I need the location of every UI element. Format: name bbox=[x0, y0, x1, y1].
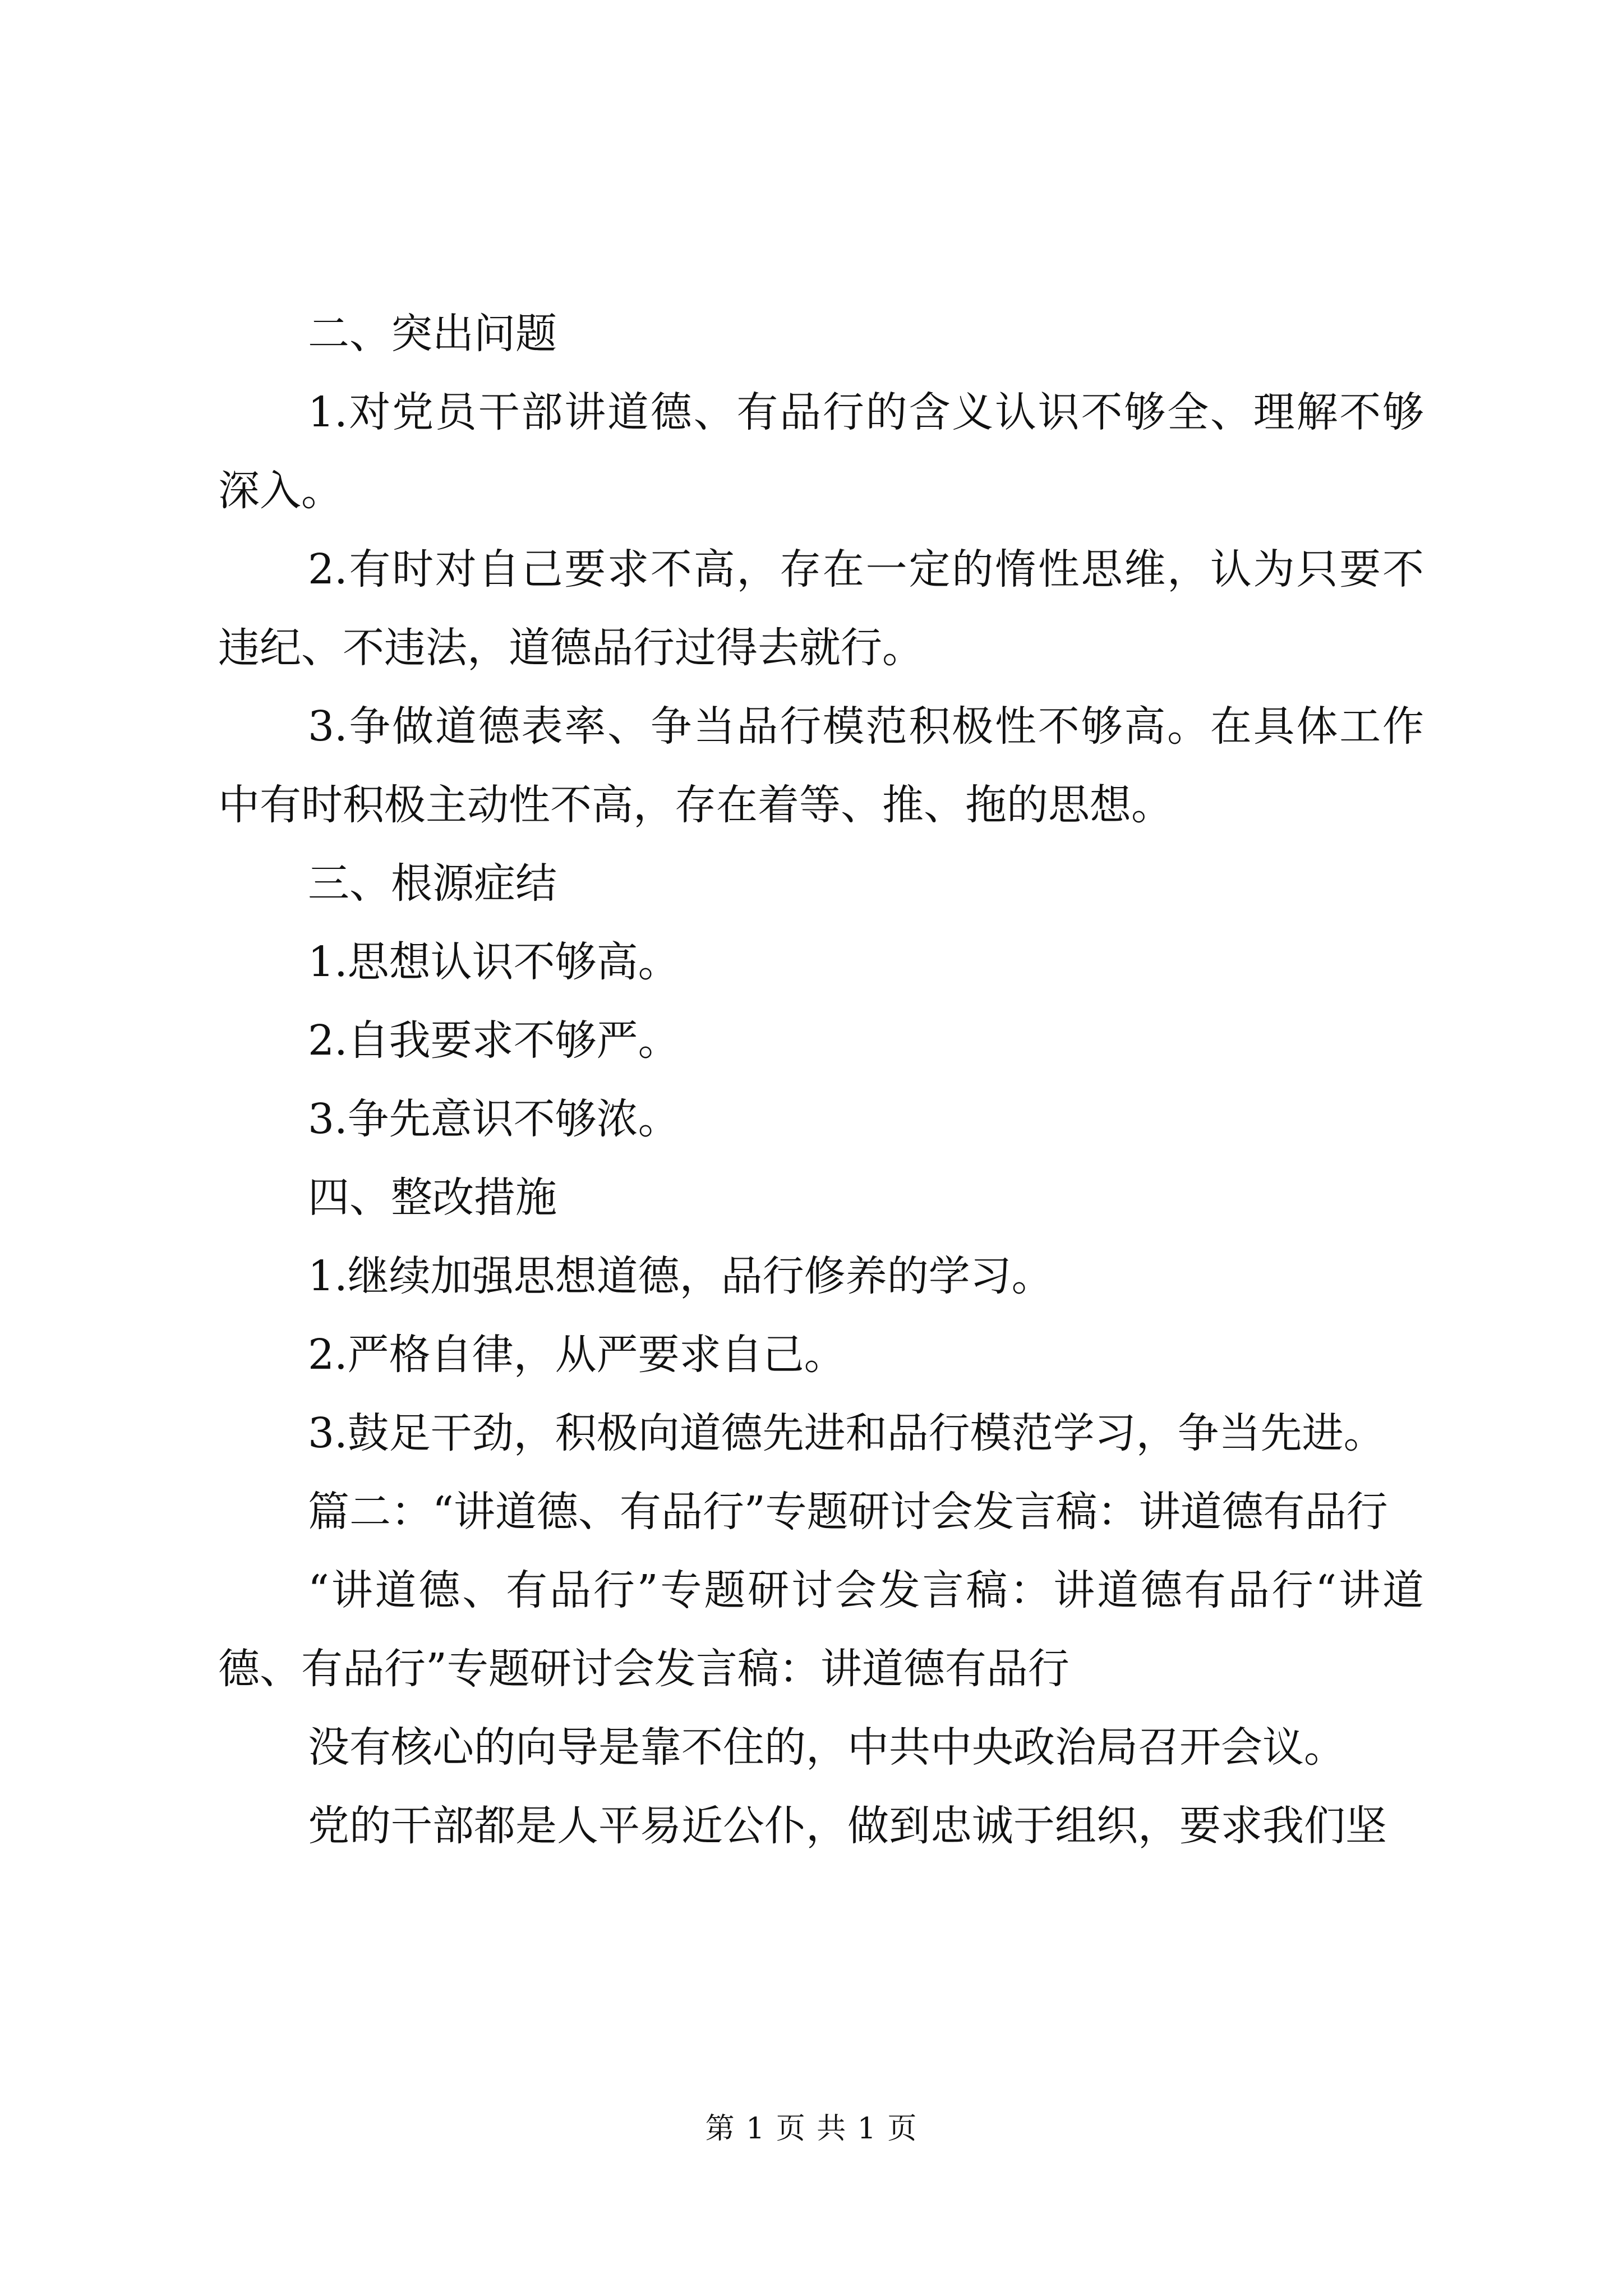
paragraph: “讲道德、有品行”专题研讨会发言稿：讲道德有品行“讲道德、有品行”专题研讨会发言稿：讲道德有品行 bbox=[218, 1566, 1424, 1693]
paragraph: 3.争先意识不够浓。 bbox=[308, 1095, 680, 1143]
paragraph: 1.对党员干部讲道德、有品行的含义认识不够全、理解不够深入。 bbox=[218, 388, 1424, 515]
paragraph: 1.继续加强思想道德，品行修养的学习。 bbox=[308, 1252, 1053, 1300]
section-heading: 三、根源症结 bbox=[308, 859, 557, 908]
paragraph: 2.自我要求不够严。 bbox=[308, 1016, 680, 1065]
section-heading: 二、突出问题 bbox=[308, 310, 557, 358]
page-footer: 第 1 页 共 1 页 bbox=[705, 2112, 918, 2146]
paragraph: 1.思想认识不够高。 bbox=[308, 938, 680, 986]
paragraph: 3.鼓足干劲，积极向道德先进和品行模范学习，争当先进。 bbox=[308, 1409, 1385, 1457]
section-heading: 四、整改措施 bbox=[308, 1174, 557, 1222]
paragraph: 3.争做道德表率、争当品行模范积极性不够高。在具体工作中有时积极主动性不高，存在着等、推、拖的思想。 bbox=[218, 702, 1424, 829]
paragraph: 没有核心的向导是靠不住的，中共中央政治局召开会议。 bbox=[308, 1723, 1345, 1772]
document-body bbox=[218, 295, 1424, 1865]
paragraph: 党的干部都是人平易近公仆，做到忠诚于组织，要求我们坚 bbox=[308, 1802, 1387, 1850]
article-title: 篇二：“讲道德、有品行”专题研讨会发言稿：讲道德有品行 bbox=[308, 1488, 1388, 1536]
paragraph: 2.有时对自己要求不高，存在一定的惰性思维，认为只要不违纪、不违法，道德品行过得去就行。 bbox=[218, 545, 1424, 672]
paragraph: 2.严格自律，从严要求自己。 bbox=[308, 1331, 846, 1379]
